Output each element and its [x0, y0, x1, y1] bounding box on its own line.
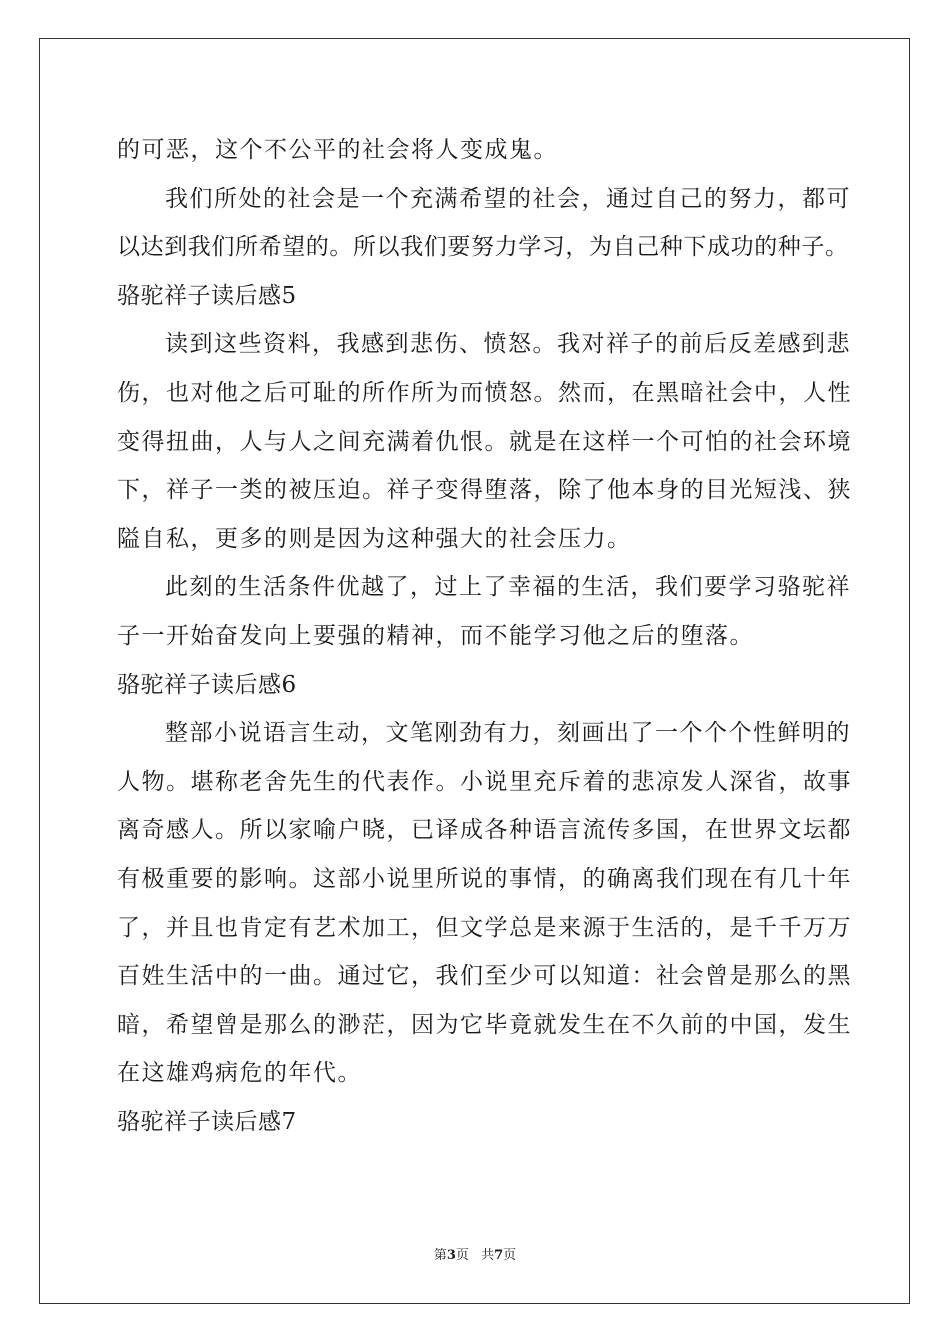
text-line: 在这雄鸡病危的年代。 [117, 1060, 362, 1087]
paragraph-start-line: 读到这些资料，我感到悲伤、愤怒。我对祥子的前后反差感到悲 [165, 331, 851, 358]
text-line: 变得扭曲，人与人之间充满着仇恨。就是在这样一个可怕的社会环境 [117, 428, 852, 455]
text-line: 的可恶，这个不公平的社会将人变成鬼。 [117, 137, 558, 163]
section-heading-7: 骆驼祥子读后感7 [117, 1108, 297, 1135]
text-line: 了，并且也肯定有艺术加工，但文学总是来源于生活的，是千千万万 [117, 914, 852, 941]
text-line: 暗，希望曾是那么的渺茫，因为它毕竟就发生在不久前的中国，发生 [117, 1011, 852, 1038]
text-line: 隘自私，更多的则是因为这种强大的社会压力。 [117, 525, 632, 552]
page-prefix: 第 [433, 1248, 447, 1263]
total-indicator [481, 1248, 516, 1263]
section-heading-6: 骆驼祥子读后感6 [117, 671, 297, 698]
text-line: 人物。堪称老舍先生的代表作。小说里充斥着的悲凉发人深省，故事 [117, 768, 852, 795]
total-number: 7 [494, 1248, 504, 1263]
page-footer [0, 1244, 950, 1263]
paragraph-start-line: 此刻的生活条件优越了，过上了幸福的生活，我们要学习骆驼祥 [165, 574, 851, 601]
text-line: 以达到我们所希望的。所以我们要努力学习，为自己种下成功的种子。 [117, 234, 849, 261]
document-body [117, 126, 852, 1146]
section-heading-5: 骆驼祥子读后感5 [117, 282, 297, 309]
text-line: 百姓生活中的一曲。通过它，我们至少可以知道：社会曾是那么的黑 [117, 963, 852, 990]
page-suffix: 页 [455, 1248, 469, 1263]
page-number: 3 [446, 1248, 456, 1263]
paragraph-start-line: 我们所处的社会是一个充满希望的社会，通过自己的努力，都可 [165, 185, 851, 212]
total-prefix: 共 [481, 1248, 495, 1263]
text-line: 离奇感人。所以家喻户晓，已译成各种语言流传多国，在世界文坛都 [117, 817, 852, 844]
text-line: 有极重要的影响。这部小说里所说的事情，的确离我们现在有几十年 [117, 865, 852, 892]
paragraph-start-line: 整部小说语言生动，文笔刚劲有力，刻画出了一个个个性鲜明的 [165, 720, 851, 747]
text-line: 伤，也对他之后可耻的所作所为而愤怒。然而，在黑暗社会中，人性 [117, 379, 852, 406]
page-indicator [434, 1248, 469, 1263]
text-line: 子一开始奋发向上要强的精神，而不能学习他之后的堕落。 [117, 622, 754, 649]
total-suffix: 页 [503, 1248, 517, 1263]
text-line: 下，祥子一类的被压迫。祥子变得堕落，除了他本身的目光短浅、狭 [117, 477, 852, 504]
